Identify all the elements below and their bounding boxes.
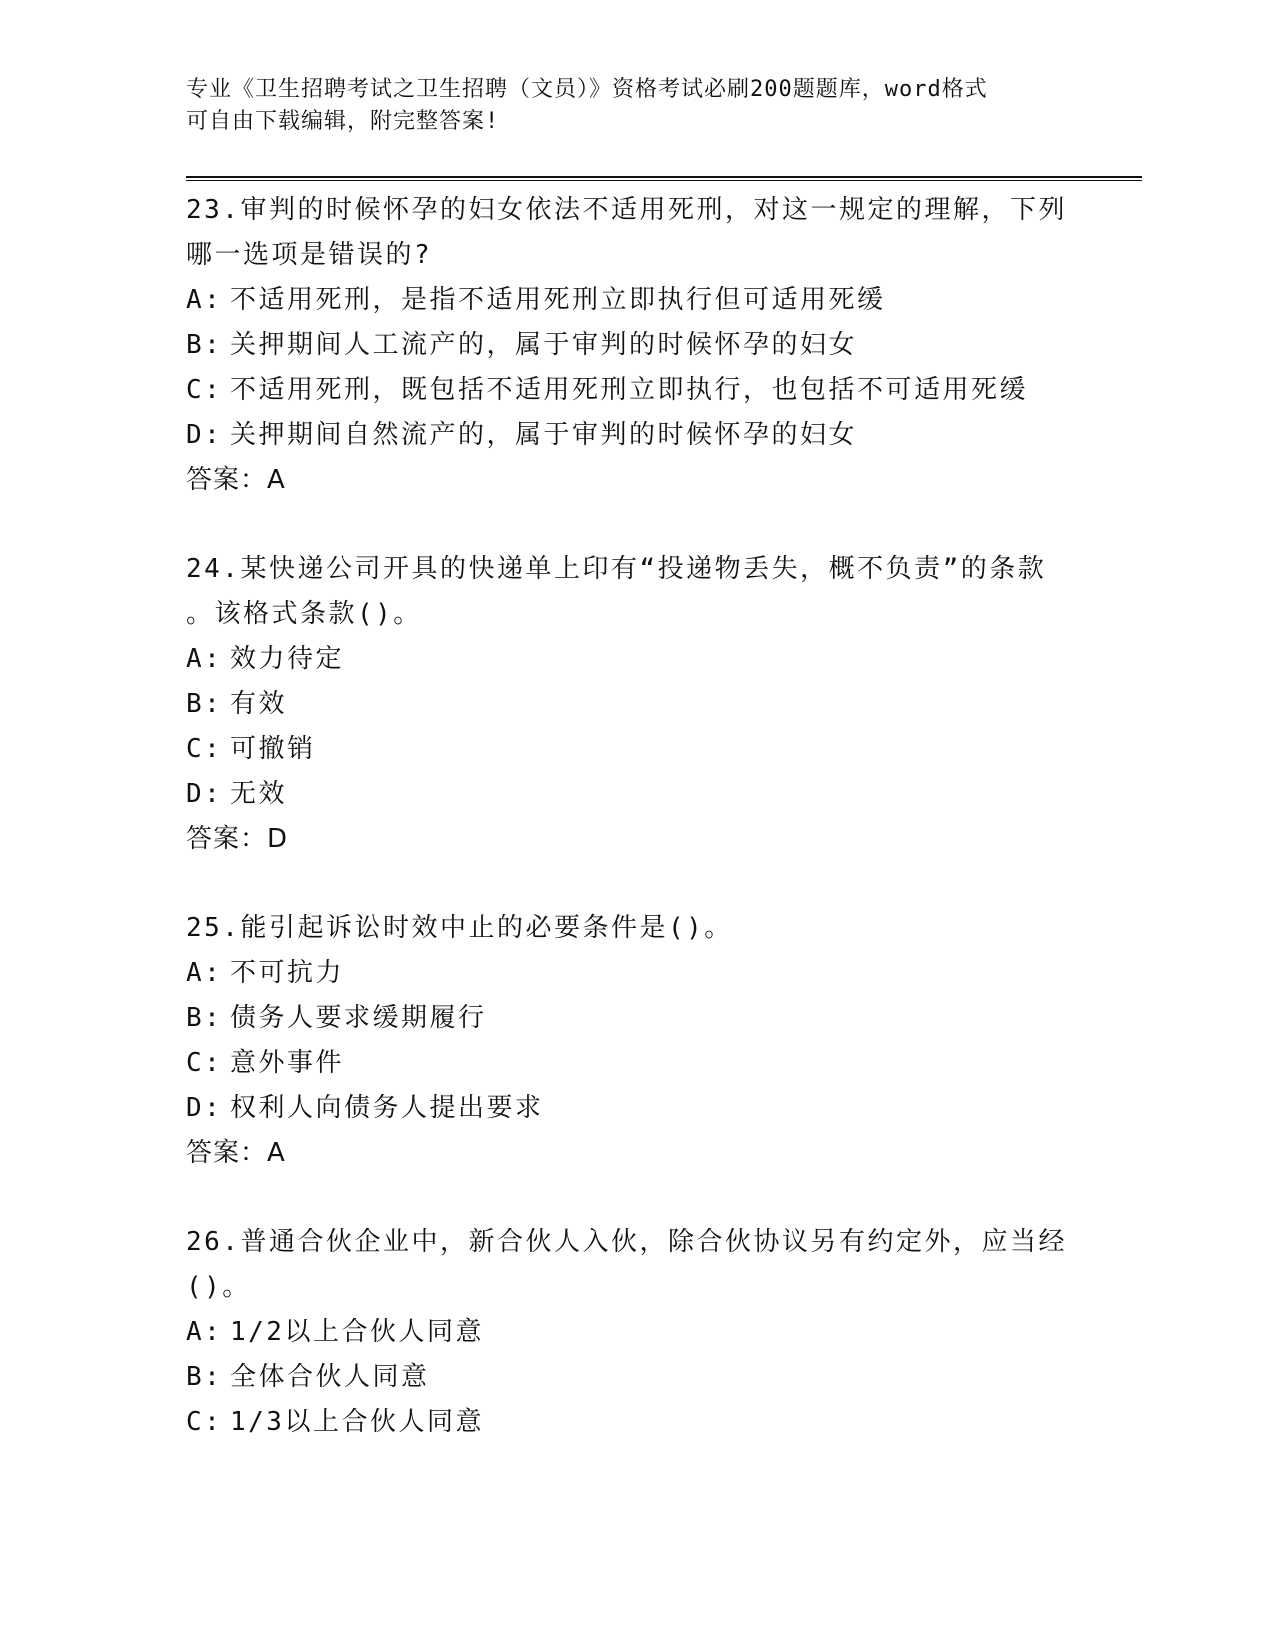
option-letter: D: (186, 420, 223, 450)
option-text: 可撤销 (230, 734, 316, 764)
option-text: 1/2以上合伙人同意 (230, 1317, 484, 1347)
option-text: 不适用死刑，既包括不适用死刑立即执行，也包括不可适用死缓 (230, 375, 1029, 405)
option-b (186, 996, 1086, 1041)
option-letter: B: (186, 330, 223, 360)
option-text: 债务人要求缓期履行 (230, 1003, 487, 1033)
option-b (186, 1355, 1086, 1400)
option-d (186, 413, 1086, 458)
answer: 答案：A (186, 465, 286, 495)
question-25 (186, 906, 1086, 1176)
question-24 (186, 547, 1086, 862)
option-c (186, 1041, 1086, 1086)
question-stem-line-1: 26.普通合伙企业中，新合伙人入伙，除合伙协议另有约定外，应当经 (186, 1227, 1067, 1257)
question-stem-line-2: ()。 (186, 1272, 251, 1302)
option-text: 关押期间人工流产的，属于审判的时候怀孕的妇女 (230, 330, 858, 360)
option-letter: C: (186, 1407, 223, 1437)
option-c (186, 368, 1086, 413)
option-c (186, 727, 1086, 772)
option-a (186, 1310, 1086, 1355)
question-stem-line-1: 25.能引起诉讼时效中止的必要条件是()。 (186, 913, 733, 943)
option-b (186, 682, 1086, 727)
option-letter: C: (186, 734, 223, 764)
header-line-1: 专业《卫生招聘考试之卫生招聘（文员）》资格考试必刷200题题库，word格式 (186, 77, 988, 102)
header-line-2: 可自由下载编辑，附完整答案! (186, 109, 500, 134)
option-a (186, 278, 1086, 323)
question-stem-line-1: 24.某快递公司开具的快递单上印有“投递物丢失，概不负责”的条款 (186, 554, 1047, 584)
question-23 (186, 188, 1086, 503)
document-header (186, 74, 1066, 138)
option-text: 不适用死刑，是指不适用死刑立即执行但可适用死缓 (230, 285, 886, 315)
question-list (186, 188, 1086, 1489)
option-letter: A: (186, 958, 223, 988)
option-letter: B: (186, 1003, 223, 1033)
option-text: 不可抗力 (230, 958, 345, 988)
option-letter: C: (186, 375, 223, 405)
header-divider (186, 176, 1142, 181)
option-letter: B: (186, 689, 223, 719)
option-text: 关押期间自然流产的，属于审判的时候怀孕的妇女 (230, 420, 858, 450)
option-d (186, 1086, 1086, 1131)
option-letter: D: (186, 1093, 223, 1123)
question-stem-line-2: 。该格式条款()。 (186, 599, 422, 629)
option-text: 全体合伙人同意 (230, 1362, 430, 1392)
option-text: 效力待定 (230, 644, 345, 674)
option-text: 意外事件 (230, 1048, 345, 1078)
option-letter: D: (186, 779, 223, 809)
option-b (186, 323, 1086, 368)
question-stem-line-2: 哪一选项是错误的? (186, 240, 433, 270)
question-26 (186, 1220, 1086, 1445)
option-text: 无效 (230, 779, 288, 809)
option-text: 有效 (230, 689, 288, 719)
option-a (186, 951, 1086, 996)
option-a (186, 637, 1086, 682)
option-letter: B: (186, 1362, 223, 1392)
option-text: 权利人向债务人提出要求 (230, 1093, 544, 1123)
option-text: 1/3以上合伙人同意 (230, 1407, 484, 1437)
option-letter: C: (186, 1048, 223, 1078)
answer: 答案：D (186, 824, 289, 854)
option-letter: A: (186, 1317, 223, 1347)
option-c (186, 1400, 1086, 1445)
option-letter: A: (186, 644, 223, 674)
question-stem-line-1: 23.审判的时候怀孕的妇女依法不适用死刑，对这一规定的理解，下列 (186, 195, 1067, 225)
option-letter: A: (186, 285, 223, 315)
option-d (186, 772, 1086, 817)
answer: 答案：A (186, 1138, 286, 1168)
